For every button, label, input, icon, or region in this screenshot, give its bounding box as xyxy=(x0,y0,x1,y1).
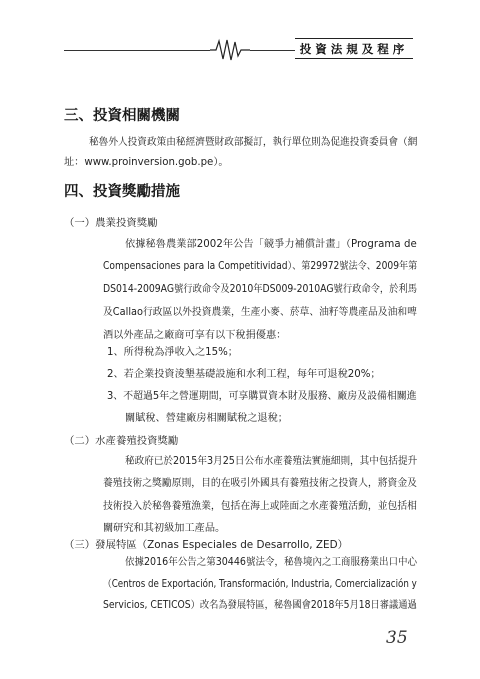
pulse-line-icon xyxy=(210,38,250,62)
subsection-1-item-3: 3、不超過5年之營運期間，可享購買資本財及服務、廠房及設備相關進 xyxy=(107,391,417,402)
subsection-2-line-1: 秘政府已於2015年3月25日公布水產養殖法實施細則，其中包括提升 xyxy=(125,456,418,467)
subsection-3-line-1: 依據2016年公告之第30446號法令，秘魯境內之工商服務業出口中心 xyxy=(125,557,418,568)
subsection-1-line-4: 及Callao行政區以外投資農業，生產小麥、菸草、油籽等農產品及油和啤 xyxy=(103,307,417,318)
subsection-2-line-3: 技術投入於秘魯養殖漁業，包括在海上或陸面之水產養殖活動，並包括相 xyxy=(103,501,418,512)
header-rule-right xyxy=(250,50,295,51)
subsection-3-line-3: Servicios, CETICOS）改名為發展特區，秘魯國會2018年5月18日審議通過 xyxy=(103,600,417,611)
subsection-1-title: （一）農業投資獎勵 xyxy=(64,217,158,229)
subsection-3-title: （三）發展特區（Zonas Especiales de Desarrollo, ZED） xyxy=(64,539,348,551)
section-3-line-1: 秘魯外人投資政策由秘經濟暨財政部擬訂，執行單位則為促進投資委員會（網 xyxy=(89,137,418,148)
page-number: 35 xyxy=(386,628,408,648)
subsection-1-line-5: 酒以外產品之廠商可享有以下稅捐優惠： xyxy=(103,330,287,341)
subsection-1-line-3: DS014-2009AG號行政命令及2010年DS009-2010AG號行政命令，於利馬 xyxy=(103,284,417,295)
section-3-line-2: 址：www.proinversion.gob.pe）。 xyxy=(64,157,229,168)
running-header-title: 投資法規及程序 xyxy=(295,41,413,59)
subsection-2-line-2: 養殖技術之獎勵原則，目的在吸引外國具有養殖技術之投資人，將資金及 xyxy=(103,478,418,489)
subsection-1-line-1: 依據秘魯農業部2002年公告「競爭力補償計畫」（Programa de xyxy=(125,239,417,250)
subsection-2-title: （二）水產養殖投資獎勵 xyxy=(64,435,179,447)
subsection-1-item-1: 1、所得稅為淨收入之15%； xyxy=(107,347,238,358)
subsection-2-line-4: 關研究和其初級加工產品。 xyxy=(103,523,226,534)
subsection-1-line-2: Compensaciones para la Competitividad）、第29972號法令、2009年第 xyxy=(103,261,418,272)
header-rule-left xyxy=(64,50,210,51)
subsection-1-item-3-cont: 關賦稅、營建廠房相關賦稅之退稅； xyxy=(125,413,288,424)
subsection-3-line-2: （Centros de Exportación, Transformación, Industria, Comercialización y xyxy=(103,579,417,590)
section-4-heading: 四、投資獎勵措施 xyxy=(64,184,180,200)
section-3-heading: 三、投資相關機關 xyxy=(64,108,180,124)
subsection-1-item-2: 2、若企業投資淩墾基礎設施和水利工程，每年可退稅20%； xyxy=(107,369,381,380)
